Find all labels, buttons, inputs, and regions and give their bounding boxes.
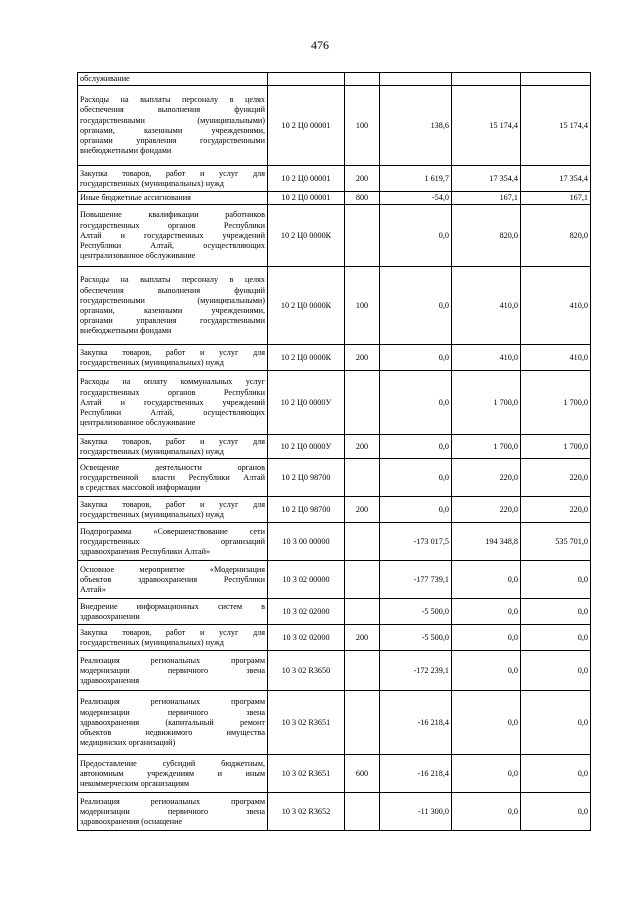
cell-expense-type: 800 <box>345 192 380 205</box>
cell-value-1: -16 218,4 <box>380 691 452 755</box>
table-row <box>78 691 591 755</box>
cell-value-3: 410,0 <box>521 345 591 371</box>
cell-value-1: 1 619,7 <box>380 166 452 192</box>
cell-value-3: 15 174,4 <box>521 86 591 166</box>
cell-target-code: 10 2 Ц0 0000К <box>268 205 345 267</box>
table-row <box>78 192 591 205</box>
cell-name-line: некоммерческим организациям <box>80 779 190 788</box>
cell-value-1: 0,0 <box>380 435 452 459</box>
cell-name-line: органами, казенными учреждениями, <box>80 125 265 135</box>
cell-name <box>78 86 268 166</box>
cell-target-code: 10 3 02 R3650 <box>268 651 345 691</box>
cell-value-2: 1 700,0 <box>452 435 521 459</box>
cell-expense-type <box>345 523 380 561</box>
table-row <box>78 267 591 345</box>
cell-name-line: Закупка товаров, работ и услуг для <box>80 436 265 446</box>
cell-name-line: государственными (муниципальными) <box>80 295 265 305</box>
cell-name-line: Республики Алтай, осуществляющих <box>80 408 265 417</box>
cell-name-line: государственными (муниципальными) <box>80 115 265 125</box>
cell-name-line: обеспечения выполнения функций <box>80 285 265 295</box>
cell-name-line: модернизации первичного звена <box>80 665 265 675</box>
cell-name-line: Расходы на оплату коммунальных услуг <box>80 377 265 387</box>
table-row <box>78 599 591 625</box>
cell-value-3: 0,0 <box>521 691 591 755</box>
cell-target-code: 10 2 Ц0 0000У <box>268 435 345 459</box>
table-row <box>78 435 591 459</box>
cell-name-line: органами управления государственными <box>80 316 265 326</box>
cell-value-1: 0,0 <box>380 497 452 523</box>
table-row <box>78 345 591 371</box>
cell-name <box>78 793 268 831</box>
cell-name <box>78 435 268 459</box>
cell-target-code: 10 3 02 02000 <box>268 625 345 651</box>
cell-name-line: здравоохранения (оснащение <box>80 817 183 826</box>
cell-expense-type <box>345 205 380 267</box>
cell-name <box>78 523 268 561</box>
cell-name-line: централизованное обслуживание <box>80 251 196 261</box>
cell-value-2: 410,0 <box>452 267 521 345</box>
cell-value-2: 0,0 <box>452 691 521 755</box>
cell-name-line: в средствах массовой информации <box>80 483 201 492</box>
cell-expense-type: 200 <box>345 497 380 523</box>
cell-name-line: государственных органов Республики <box>80 220 265 230</box>
cell-expense-type <box>345 793 380 831</box>
cell-target-code: 10 3 02 R3651 <box>268 755 345 793</box>
cell-name-line: медицинских организаций) <box>80 738 176 748</box>
cell-value-2: 0,0 <box>452 651 521 691</box>
table-row <box>78 205 591 267</box>
cell-target-code: 10 3 02 02000 <box>268 599 345 625</box>
cell-name-line: Закупка товаров, работ и услуг для <box>80 627 265 637</box>
cell-name-line: Алтай и государственных учреждений <box>80 397 265 407</box>
cell-value-3: 0,0 <box>521 625 591 651</box>
cell-name-line: автономным учреждениям и иным <box>80 768 265 778</box>
cell-expense-type <box>345 561 380 599</box>
cell-name-line: Закупка товаров, работ и услуг для <box>80 347 265 357</box>
cell-expense-type: 200 <box>345 166 380 192</box>
cell-expense-type <box>345 651 380 691</box>
table-row <box>78 459 591 497</box>
cell-target-code: 10 2 Ц0 98700 <box>268 459 345 497</box>
cell-name <box>78 691 268 755</box>
cell-name-line: Основное мероприятие «Модернизация <box>80 564 265 574</box>
cell-target-code: 10 3 00 00000 <box>268 523 345 561</box>
cell-value-3: 0,0 <box>521 755 591 793</box>
cell-expense-type: 200 <box>345 435 380 459</box>
cell-name-line: государственных (муниципальных) нужд <box>80 446 224 456</box>
cell-expense-type: 100 <box>345 86 380 166</box>
cell-value-3: 1 700,0 <box>521 435 591 459</box>
cell-name-line: здравоохранения <box>80 676 140 685</box>
table-row <box>78 73 591 86</box>
cell-value-1: -172 239,1 <box>380 651 452 691</box>
cell-name-line: здравоохранения Республики Алтай» <box>80 547 211 556</box>
cell-name-line: Алтай» <box>80 585 106 594</box>
cell-value-2: 194 348,8 <box>452 523 521 561</box>
cell-value-1: -5 500,0 <box>380 625 452 651</box>
cell-expense-type: 200 <box>345 625 380 651</box>
cell-name <box>78 561 268 599</box>
table-row <box>78 166 591 192</box>
cell-value-2: 1 700,0 <box>452 371 521 435</box>
cell-name-line: Расходы на выплаты персоналу в целях <box>80 275 265 285</box>
cell-name-line: модернизации первичного звена <box>80 806 265 816</box>
cell-name-line: централизованное обслуживание <box>80 418 196 428</box>
cell-name-line: Алтай и государственных учреждений <box>80 230 265 240</box>
cell-value-2: 220,0 <box>452 459 521 497</box>
cell-name-line: государственных (муниципальных) нужд <box>80 178 224 188</box>
cell-name-line: Подпрограмма «Совершенствование сети <box>80 526 265 536</box>
cell-name-line: обслуживание <box>80 74 130 83</box>
cell-value-2: 0,0 <box>452 599 521 625</box>
cell-target-code: 10 2 Ц0 98700 <box>268 497 345 523</box>
cell-value-3: 17 354,4 <box>521 166 591 192</box>
cell-value-3: 0,0 <box>521 599 591 625</box>
budget-table-body <box>78 73 591 831</box>
cell-value-2: 0,0 <box>452 625 521 651</box>
cell-expense-type <box>345 371 380 435</box>
cell-value-3: 0,0 <box>521 561 591 599</box>
cell-value-1: -11 300,0 <box>380 793 452 831</box>
cell-target-code: 10 2 Ц0 00001 <box>268 86 345 166</box>
cell-name-line: Повышение квалификации работников <box>80 210 265 220</box>
cell-value-2 <box>452 73 521 86</box>
table-row <box>78 793 591 831</box>
cell-name-line: модернизации первичного звена <box>80 707 265 717</box>
cell-name-line: государственных (муниципальных) нужд <box>80 357 224 367</box>
cell-name-line: Реализация региональных программ <box>80 655 265 665</box>
table-row <box>78 523 591 561</box>
cell-name-line: государственных организаций <box>80 536 265 546</box>
cell-name-line: Закупка товаров, работ и услуг для <box>80 168 265 178</box>
cell-value-3: 820,0 <box>521 205 591 267</box>
cell-expense-type <box>345 73 380 86</box>
cell-value-3: 220,0 <box>521 459 591 497</box>
cell-name <box>78 459 268 497</box>
cell-name-line: обеспечения выполнения функций <box>80 105 265 115</box>
cell-name-line: государственных органов Республики <box>80 387 265 397</box>
cell-target-code: 10 2 Ц0 00001 <box>268 192 345 205</box>
cell-value-1: 0,0 <box>380 267 452 345</box>
cell-value-1: -5 500,0 <box>380 599 452 625</box>
cell-name <box>78 205 268 267</box>
cell-name-line: Закупка товаров, работ и услуг для <box>80 499 265 509</box>
cell-value-2: 820,0 <box>452 205 521 267</box>
table-row <box>78 371 591 435</box>
cell-value-2: 167,1 <box>452 192 521 205</box>
cell-value-1: 0,0 <box>380 459 452 497</box>
cell-target-code: 10 2 Ц0 0000У <box>268 371 345 435</box>
cell-name <box>78 73 268 86</box>
cell-value-1: -173 017,5 <box>380 523 452 561</box>
cell-name-line: здравоохранении <box>80 611 140 621</box>
cell-name <box>78 651 268 691</box>
cell-value-3: 410,0 <box>521 267 591 345</box>
cell-value-1: 0,0 <box>380 371 452 435</box>
cell-value-3 <box>521 73 591 86</box>
table-row <box>78 625 591 651</box>
cell-value-3: 167,1 <box>521 192 591 205</box>
cell-name <box>78 625 268 651</box>
cell-value-2: 15 174,4 <box>452 86 521 166</box>
cell-name-line: государственных (муниципальных) нужд <box>80 637 224 647</box>
cell-target-code: 10 3 02 R3652 <box>268 793 345 831</box>
cell-value-1: -54,0 <box>380 192 452 205</box>
cell-expense-type <box>345 459 380 497</box>
cell-value-1: -16 218,4 <box>380 755 452 793</box>
cell-name <box>78 371 268 435</box>
cell-value-2: 0,0 <box>452 755 521 793</box>
cell-name <box>78 267 268 345</box>
cell-name-line: здравоохранения (капитальный ремонт <box>80 717 265 727</box>
cell-expense-type <box>345 691 380 755</box>
budget-table <box>77 72 591 831</box>
table-row <box>78 651 591 691</box>
cell-name-line: органами управления государственными <box>80 135 265 145</box>
table-row <box>78 755 591 793</box>
cell-target-code: 10 3 02 00000 <box>268 561 345 599</box>
cell-name <box>78 497 268 523</box>
cell-name <box>78 192 268 205</box>
cell-name-line: объектов здравоохранения Республики <box>80 574 265 584</box>
cell-value-1: 0,0 <box>380 345 452 371</box>
cell-name <box>78 166 268 192</box>
cell-value-2: 0,0 <box>452 561 521 599</box>
cell-value-3: 220,0 <box>521 497 591 523</box>
cell-target-code: 10 2 Ц0 0000К <box>268 345 345 371</box>
cell-name-line: Внедрение информационных систем в <box>80 601 265 611</box>
cell-name <box>78 599 268 625</box>
cell-expense-type: 600 <box>345 755 380 793</box>
cell-name-line: объектов недвижимого имущества <box>80 728 265 737</box>
cell-name-line: Реализация региональных программ <box>80 697 265 707</box>
cell-name-line: Реализация региональных программ <box>80 796 265 806</box>
cell-name-line: государственной власти Республики Алтай <box>80 472 265 482</box>
cell-target-code: 10 2 Ц0 0000К <box>268 267 345 345</box>
cell-value-2: 410,0 <box>452 345 521 371</box>
cell-value-1: -177 739,1 <box>380 561 452 599</box>
cell-target-code <box>268 73 345 86</box>
cell-name-line: внебюджетными фондами <box>80 326 172 336</box>
cell-value-1: 0,0 <box>380 205 452 267</box>
cell-name-line: органами, казенными учреждениями, <box>80 305 265 315</box>
cell-name-line: Республики Алтай, осуществляющих <box>80 241 265 250</box>
cell-name-line: Предоставление субсидий бюджетным, <box>80 758 265 768</box>
cell-name-line: внебюджетными фондами <box>80 146 172 156</box>
cell-target-code: 10 2 Ц0 00001 <box>268 166 345 192</box>
cell-value-2: 0,0 <box>452 793 521 831</box>
cell-name <box>78 345 268 371</box>
cell-value-3: 535 701,0 <box>521 523 591 561</box>
cell-expense-type <box>345 599 380 625</box>
cell-value-1: 138,6 <box>380 86 452 166</box>
cell-expense-type: 200 <box>345 345 380 371</box>
cell-name-line: государственных (муниципальных) нужд <box>80 509 224 519</box>
cell-value-1 <box>380 73 452 86</box>
cell-value-2: 17 354,4 <box>452 166 521 192</box>
cell-name-line: Освещение деятельности органов <box>80 462 265 472</box>
cell-value-2: 220,0 <box>452 497 521 523</box>
page-number: 476 <box>311 38 329 52</box>
cell-name-line: Иные бюджетные ассигнования <box>80 193 191 203</box>
cell-value-3: 1 700,0 <box>521 371 591 435</box>
cell-value-3: 0,0 <box>521 651 591 691</box>
cell-name <box>78 755 268 793</box>
table-row <box>78 561 591 599</box>
cell-value-3: 0,0 <box>521 793 591 831</box>
table-row <box>78 497 591 523</box>
cell-name-line: Расходы на выплаты персоналу в целях <box>80 95 265 105</box>
cell-target-code: 10 3 02 R3651 <box>268 691 345 755</box>
cell-expense-type: 100 <box>345 267 380 345</box>
table-row <box>78 86 591 166</box>
